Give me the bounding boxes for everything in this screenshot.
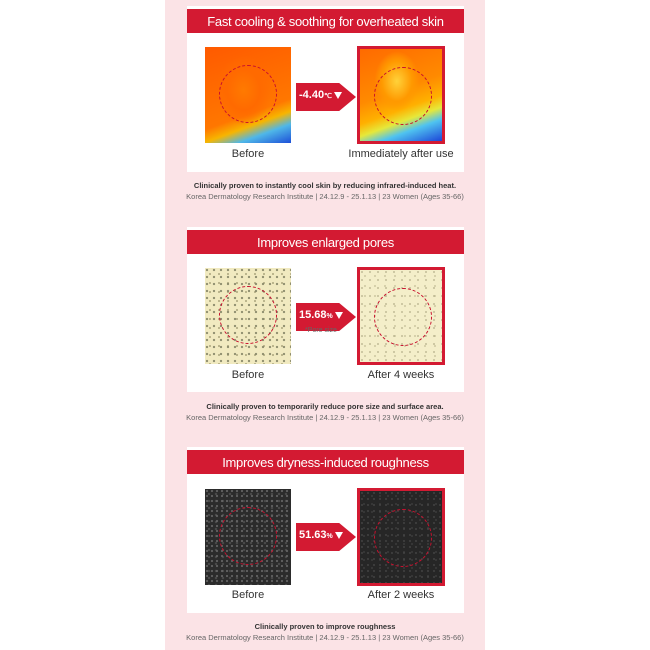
result-arrow	[296, 523, 356, 551]
after-label: Immediately after use	[348, 148, 454, 160]
pore-size-note: *Pore size	[305, 327, 337, 334]
focus-circle	[219, 507, 277, 565]
focus-circle	[219, 286, 277, 344]
claim-text: Clinically proven to instantly cool skin by reducing infrared-induced heat.	[193, 181, 457, 190]
after-roughness-image	[357, 488, 445, 586]
result-arrow	[296, 83, 356, 111]
result-value: -4.40	[299, 89, 325, 101]
focus-circle	[374, 67, 432, 125]
down-triangle-icon	[335, 312, 343, 319]
down-triangle-icon	[334, 92, 342, 99]
before-label: Before	[231, 589, 265, 601]
after-thermal-image	[357, 46, 445, 144]
after-label: After 2 weeks	[367, 589, 435, 601]
result-value: 51.63	[299, 529, 327, 541]
before-thermal-image	[205, 47, 291, 143]
before-label: Before	[231, 369, 265, 381]
before-roughness-image	[205, 489, 291, 585]
source-text: Korea Dermatology Research Institute | 24.12.9 - 25.1.13 | 23 Women (Ages 35-66)	[186, 192, 464, 201]
after-label: After 4 weeks	[367, 369, 435, 381]
focus-circle	[374, 288, 432, 346]
source-text: Korea Dermatology Research Institute | 24.12.9 - 25.1.13 | 23 Women (Ages 35-66)	[186, 413, 464, 422]
claim-text: Clinically proven to temporarily reduce pore size and surface area.	[206, 402, 444, 411]
result-unit: ℃	[324, 93, 332, 100]
focus-circle	[219, 65, 277, 123]
result-unit: %	[326, 313, 333, 320]
focus-circle	[374, 509, 432, 567]
result-unit: %	[326, 533, 333, 540]
before-pore-image	[205, 268, 291, 364]
source-text: Korea Dermatology Research Institute | 24.12.9 - 25.1.13 | 23 Women (Ages 35-66)	[186, 633, 464, 642]
section-title-banner: Fast cooling & soothing for overheated skin	[187, 9, 464, 33]
claim-text: Clinically proven to improve roughness	[254, 622, 396, 631]
result-value: 15.68	[299, 309, 327, 321]
down-triangle-icon	[335, 532, 343, 539]
before-label: Before	[231, 148, 265, 160]
section-title-banner: Improves enlarged pores	[187, 230, 464, 254]
after-pore-image	[357, 267, 445, 365]
section-title-banner: Improves dryness-induced roughness	[187, 450, 464, 474]
